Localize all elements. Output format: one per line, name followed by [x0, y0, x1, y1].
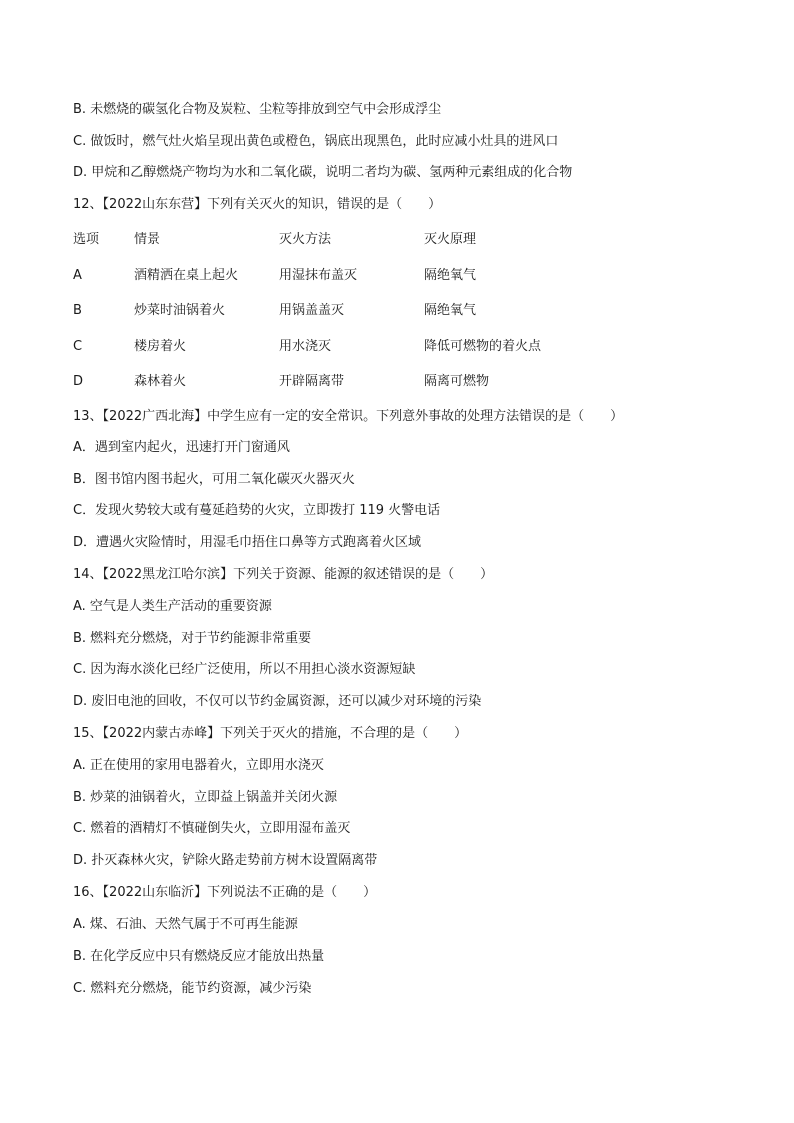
question-12-stem: 12、【2022山东东营】下列有关灭火的知识，错误的是（ ） — [73, 197, 442, 212]
q13-option-d: D．遭遇火灾险情时，用湿毛巾捂住口鼻等方式跑离着火区域 — [73, 535, 422, 550]
header-principle: 灭火原理 — [424, 232, 477, 247]
table-cell: 楼房着火 — [134, 339, 187, 354]
q16-option-c: C. 燃料充分燃烧，能节约资源，减少污染 — [73, 981, 312, 996]
table-cell: 隔绝氧气 — [424, 303, 477, 318]
option-c-prev: C. 做饭时，燃气灶火焰呈现出黄色或橙色，锅底出现黑色，此时应减小灶具的进风口 — [73, 134, 559, 149]
table-cell: 森林着火 — [134, 374, 187, 389]
table-row — [73, 373, 593, 391]
table-cell: 隔离可燃物 — [424, 374, 490, 389]
q13-option-c: C．发现火势较大或有蔓延趋势的火灾，立即拨打 119 火警电话 — [73, 503, 441, 518]
question-15-stem: 15、【2022内蒙古赤峰】下列关于灭火的措施，不合理的是（ ） — [73, 726, 468, 741]
question-13-stem: 13、【2022广西北海】中学生应有一定的安全常识。下列意外事故的处理方法错误的是（ ） — [73, 409, 624, 424]
q15-option-a: A. 正在使用的家用电器着火，立即用水浇灭 — [73, 758, 324, 773]
option-d-prev: D. 甲烷和乙醇燃烧产物均为水和二氧化碳，说明二者均为碳、氢两种元素组成的化合物 — [73, 165, 573, 180]
q14-option-c: C. 因为海水淡化已经广泛使用，所以不用担心淡水资源短缺 — [73, 662, 416, 677]
table-cell: B — [73, 303, 82, 318]
q14-option-b: B. 燃料充分燃烧，对于节约能源非常重要 — [73, 631, 312, 646]
question-16-stem: 16、【2022山东临沂】下列说法不正确的是（ ） — [73, 885, 377, 900]
table-cell: 用锅盖盖灭 — [279, 303, 345, 318]
q15-option-b: B. 炒菜的油锅着火，立即益上锅盖并关闭火源 — [73, 790, 338, 805]
table-cell: C — [73, 339, 83, 354]
q15-option-d: D. 扑灭森林火灾，铲除火路走势前方树木设置隔离带 — [73, 853, 378, 868]
table-cell: D — [73, 374, 84, 389]
table-cell: 开辟隔离带 — [279, 374, 345, 389]
table-cell: 降低可燃物的着火点 — [424, 339, 542, 354]
q16-option-b: B. 在化学反应中只有燃烧反应才能放出热量 — [73, 949, 325, 964]
table-row — [73, 267, 593, 285]
question-14-stem: 14、【2022黑龙江哈尔滨】下列关于资源、能源的叙述错误的是（ ） — [73, 567, 494, 582]
q15-option-c: C. 燃着的酒精灯不慎碰倒失火，立即用湿布盖灭 — [73, 821, 351, 836]
table-row — [73, 338, 593, 356]
q16-option-a: A. 煤、石油、天然气属于不可再生能源 — [73, 917, 298, 932]
table-cell: 酒精洒在桌上起火 — [134, 268, 239, 283]
table-cell: 用水浇灭 — [279, 339, 332, 354]
q14-option-d: D. 废旧电池的回收，不仅可以节约金属资源，还可以减少对环境的污染 — [73, 694, 482, 709]
q13-option-a: A．遇到室内起火，迅速打开门窗通风 — [73, 440, 290, 455]
table-row — [73, 302, 593, 320]
table-cell: 用湿抹布盖灭 — [279, 268, 358, 283]
option-b-prev: B. 未燃烧的碳氢化合物及炭粒、尘粒等排放到空气中会形成浮尘 — [73, 102, 442, 117]
table-cell: 隔绝氧气 — [424, 268, 477, 283]
table-cell: A — [73, 268, 82, 283]
header-scenario: 情景 — [134, 232, 161, 247]
q14-option-a: A. 空气是人类生产活动的重要资源 — [73, 599, 272, 614]
table-cell: 炒菜时油锅着火 — [134, 303, 226, 318]
header-option: 选项 — [73, 232, 100, 247]
q13-option-b: B．图书馆内图书起火，可用二氧化碳灭火器灭火 — [73, 472, 355, 487]
q12-table-header — [73, 231, 593, 249]
header-method: 灭火方法 — [279, 232, 332, 247]
